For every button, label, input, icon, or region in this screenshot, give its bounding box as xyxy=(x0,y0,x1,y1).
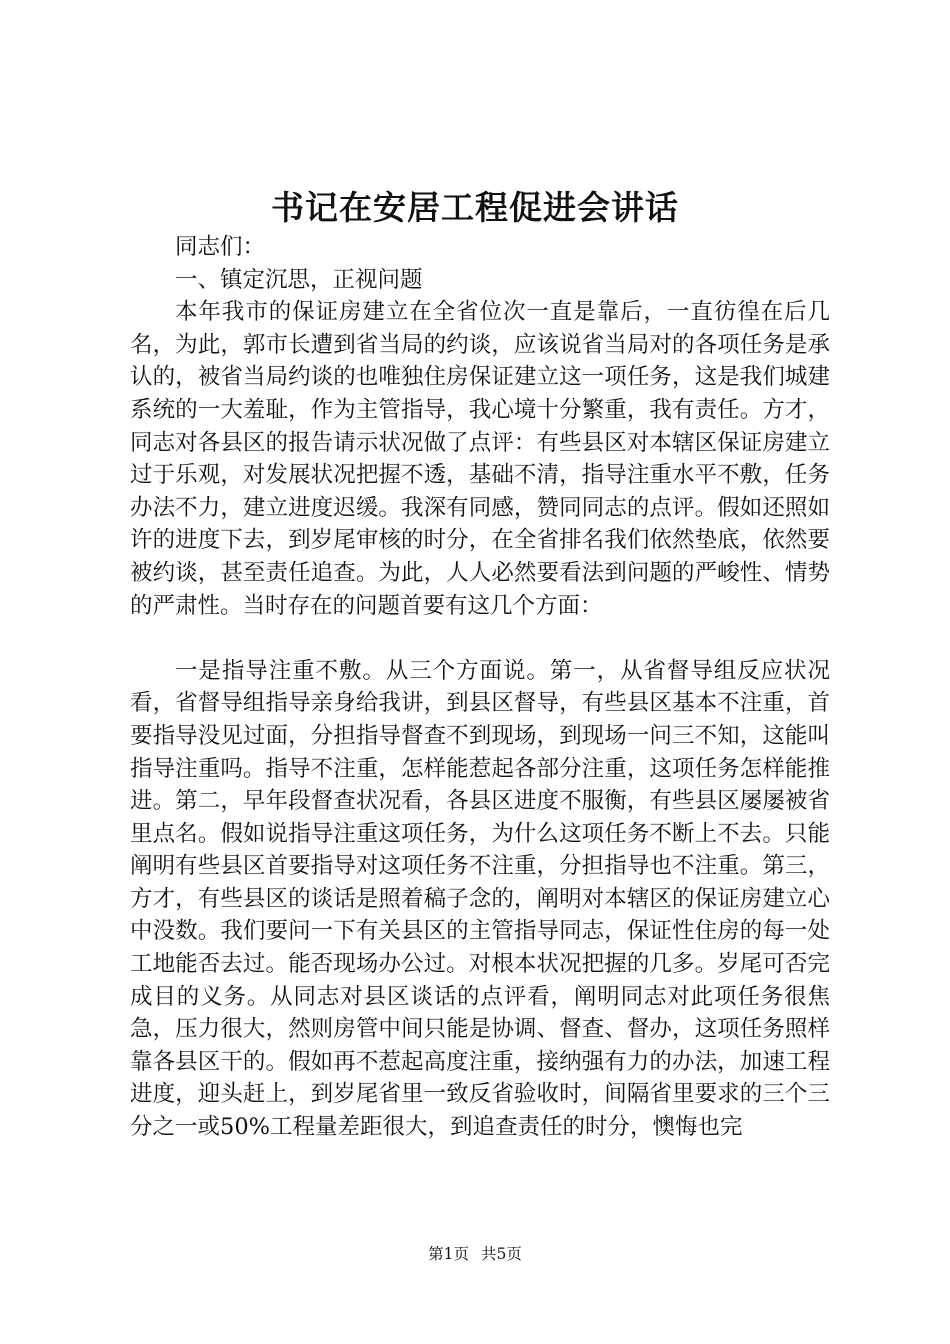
document-body xyxy=(130,231,830,1144)
body-paragraph: 一是指导注重不敷。从三个方面说。第一，从省督导组反应状况看，省督导组指导亲身给我讲，到县区督导，有些县区基本不注重，首要指导没见过面，分担指导督查不到现场，到现场一问三不知，这能叫指导注重吗。指导不注重，怎样能惹起各部分注重，这项任务怎样能推进。第二，早年段督查状况看，各县区进度不服衡，有些县区屡屡被省里点名。假如说指导注重这项任务，为什么这项任务不断上不去。只能阐明有些县区首要指导对这项任务不注重，分担指导也不注重。第三，方才，有些县区的谈话是照着稿子念的，阐明对本辖区的保证房建立心中没数。我们要问一下有关县区的主管指导同志，保证性住房的每一处工地能否去过。能否现场办公过。对根本状况把握的几多。岁尾可否完成目的义务。从同志对县区谈话的点评看，阐明同志对此项任务很焦急，压力很大，然则房管中间只能是协调、督查、督办，这项任务照样靠各县区干的。假如再不惹起高度注重，接纳强有力的办法，加速工程进度，迎头赶上，到岁尾省里一致反省验收时，间隔省里要求的三个三分之一或50%工程量差距很大，到追查责任的时分，懊悔也完 xyxy=(130,657,830,1141)
body-paragraph: 本年我市的保证房建立在全省位次一直是靠后，一直彷徨在后几名，为此，郭市长遭到省当局的约谈，应该说省当局对的各项任务是承认的，被省当局约谈的也唯独住房保证建立这一项任务，这是我们城建系统的一大羞耻，作为主管指导，我心境十分繁重，我有责任。方才，同志对各县区的报告请示状况做了点评：有些县区对本辖区保证房建立过于乐观，对发展状况把握不透，基础不清，指导注重水平不敷，任务办法不力，建立进度迟缓。我深有同感，赞同同志的点评。假如还照如许的进度下去，到岁尾审核的时分，在全省排名我们依然垫底，依然要被约谈，甚至责任追查。为此，人人必然要看法到问题的严峻性、情势的严肃性。当时存在的问题首要有这几个方面： xyxy=(130,299,830,619)
page-footer xyxy=(0,1243,950,1265)
page-total: 共5页 xyxy=(481,1245,522,1263)
salutation-paragraph: 同志们： xyxy=(175,234,266,260)
document-title: 书记在安居工程促进会讲话 xyxy=(271,188,679,227)
page-number: 第1页 xyxy=(428,1245,469,1263)
section-heading-paragraph: 一、镇定沉思，正视问题 xyxy=(175,266,423,293)
